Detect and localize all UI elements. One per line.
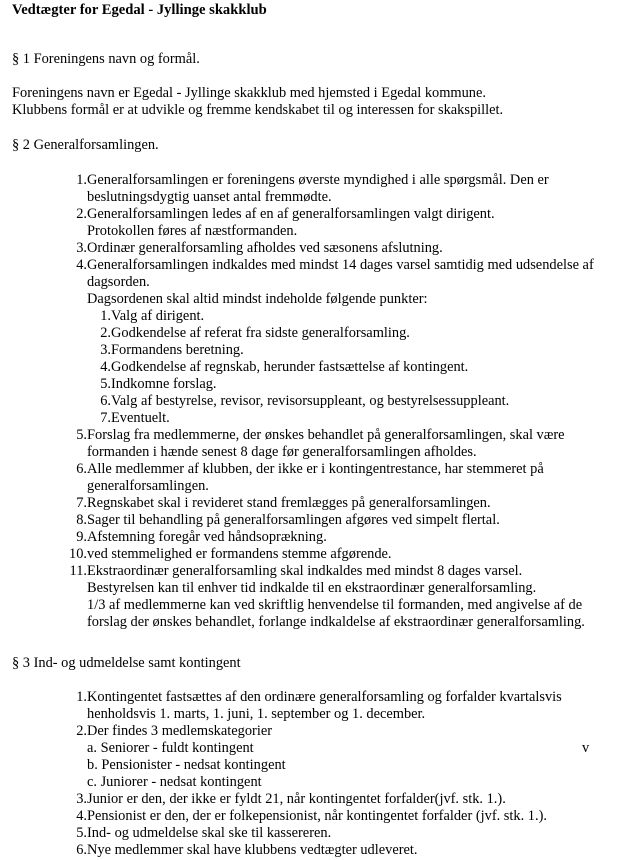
list-item (0, 172, 639, 206)
list-item-line: Alle medlemmer af klubben, der ikke er i kontingentrestance, har stemmeret på (87, 461, 544, 477)
list-item (0, 546, 639, 563)
agenda-item-number: 5. (100, 376, 111, 392)
list-item-line: formanden i hænde senest 8 dage før generalforsamlingen afholdes. (87, 444, 477, 460)
list-item-number: 5. (76, 825, 87, 841)
list-item-line: Dagsordenen skal altid mindst indeholde følgende punkter: (87, 291, 428, 307)
list-item-number: 1. (76, 172, 87, 188)
agenda-item-text: Godkendelse af referat fra sidste generalforsamling. (111, 325, 410, 341)
agenda-item (0, 410, 639, 427)
paragraph-line: Foreningens navn er Egedal - Jyllinge skakklub med hjemsted i Egedal kommune. (12, 85, 486, 101)
category-line: a. Seniorer - fuldt kontingent (87, 740, 254, 756)
list-item-line: ved stemmelighed er formandens stemme afgørende. (87, 546, 392, 562)
list-item-line: Generalforsamlingen er foreningens øverste myndighed i alle spørgsmål. Den er (87, 172, 549, 188)
list-item-number: 11. (69, 563, 87, 579)
list-item-line: 1/3 af medlemmerne kan ved skriftlig henvendelse til formanden, med angivelse af de (87, 597, 583, 613)
list-item-line: Pensionist er den, der er folkepensionist, når kontingentet forfalder (jvf. stk. 1.). (87, 808, 547, 824)
list-item-number: 6. (76, 842, 87, 858)
list-item-line: Ekstraordinær generalforsamling skal indkaldes med mindst 8 dages varsel. (87, 563, 523, 579)
list-item-line: forslag der ønskes behandlet, forlange indkaldelse af ekstraordinær generalforsamling. (87, 614, 585, 630)
list-item-number: 4. (76, 808, 87, 824)
list-item-line: dagsorden. (87, 274, 150, 290)
list-item-line: Afstemning foregår ved håndsoprækning. (87, 529, 327, 545)
list-item (0, 495, 639, 512)
list-item-line: Generalforsamlingen indkaldes med mindst 14 dages varsel samtidig med udsendelse af (87, 257, 594, 273)
list-item-number: 10. (69, 546, 87, 562)
agenda-item-number: 4. (100, 359, 111, 375)
list-item (0, 723, 639, 791)
list-item-number: 7. (76, 495, 87, 511)
list-item (0, 512, 639, 529)
list-item-number: 6. (76, 461, 87, 477)
section-2-heading: § 2 Generalforsamlingen. (12, 137, 159, 153)
list-item-line: Ind- og udmeldelse skal ske til kassereren. (87, 825, 332, 841)
agenda-item (0, 325, 639, 342)
list-item-number: 2. (76, 206, 87, 222)
list-item-line: Ordinær generalforsamling afholdes ved sæsonens afslutning. (87, 240, 443, 256)
marginal-mark: v (582, 740, 590, 756)
agenda-item-text: Eventuelt. (111, 410, 170, 426)
list-item (0, 427, 639, 461)
section-1-heading: § 1 Foreningens navn og formål. (12, 51, 200, 67)
agenda-item-number: 3. (100, 342, 111, 358)
agenda-item-text: Valg af bestyrelse, revisor, revisorsuppleant, og bestyrelsessuppleant. (111, 393, 510, 409)
list-item (0, 689, 639, 723)
agenda-item-text: Indkomne forslag. (111, 376, 217, 392)
list-item-line: Bestyrelsen kan til enhver tid indkalde til en ekstraordinær generalforsamling. (87, 580, 537, 596)
category-line: b. Pensionister - nedsat kontingent (87, 757, 286, 773)
paragraph-line: Klubbens formål er at udvikle og fremme kendskabet til og interessen for skakspillet. (12, 102, 504, 118)
agenda-item (0, 308, 639, 325)
section-2-list (0, 172, 639, 631)
list-item-line: Protokollen føres af næstformanden. (87, 223, 298, 239)
list-item (0, 257, 639, 427)
agenda-item (0, 359, 639, 376)
list-item-line: Kontingentet fastsættes af den ordinære generalforsamling og forfalder kvartalsvis (87, 689, 562, 705)
list-item-number: 5. (76, 427, 87, 443)
list-item-number: 1. (76, 689, 87, 705)
list-item-number: 4. (76, 257, 87, 273)
list-item-line: Der findes 3 medlemskategorier (87, 723, 273, 739)
list-item-line: generalforsamlingen. (87, 478, 209, 494)
section-1-paragraph (12, 85, 503, 119)
agenda-item (0, 393, 639, 410)
list-item-number: 2. (76, 723, 87, 739)
list-item-number: 3. (76, 791, 87, 807)
document-title: Vedtægter for Egedal - Jyllinge skakklub (12, 2, 267, 18)
agenda-item-number: 2. (100, 325, 111, 341)
list-item-line: Regnskabet skal i revideret stand fremlægges på generalforsamlingen. (87, 495, 491, 511)
list-item-line: henholdsvis 1. marts, 1. juni, 1. september og 1. december. (87, 706, 426, 722)
list-item-line: beslutningsdygtig uanset antal fremmødte. (87, 189, 332, 205)
agenda-item (0, 376, 639, 393)
list-item-line: Junior er den, der ikke er fyldt 21, når kontingentet forfalder(jvf. stk. 1.). (87, 791, 506, 807)
section-3-heading: § 3 Ind- og udmeldelse samt kontingent (12, 655, 241, 671)
list-item-number: 8. (76, 512, 87, 528)
list-item (0, 529, 639, 546)
category-line: c. Juniorer - nedsat kontingent (87, 774, 262, 790)
list-item (0, 206, 639, 240)
agenda-item-number: 7. (100, 410, 111, 426)
list-item (0, 240, 639, 257)
section-3-list (0, 689, 639, 859)
list-item (0, 842, 639, 859)
agenda-item-number: 6. (100, 393, 111, 409)
list-item-number: 9. (76, 529, 87, 545)
list-item (0, 563, 639, 631)
agenda-item-number: 1. (100, 308, 111, 324)
agenda-list (0, 308, 639, 427)
agenda-item-text: Formandens beretning. (111, 342, 244, 358)
list-item (0, 791, 639, 808)
list-item-number: 3. (76, 240, 87, 256)
agenda-item-text: Godkendelse af regnskab, herunder fastsættelse af kontingent. (111, 359, 469, 375)
list-item (0, 461, 639, 495)
list-item-line: Nye medlemmer skal have klubbens vedtægter udleveret. (87, 842, 418, 858)
agenda-item (0, 342, 639, 359)
list-item-line: Sager til behandling på generalforsamlingen afgøres ved simpelt flertal. (87, 512, 500, 528)
list-item-line: Forslag fra medlemmerne, der ønskes behandlet på generalforsamlingen, skal være (87, 427, 565, 443)
list-item-line: Generalforsamlingen ledes af en af generalforsamlingen valgt dirigent. (87, 206, 495, 222)
list-item (0, 808, 639, 825)
list-item (0, 825, 639, 842)
agenda-item-text: Valg af dirigent. (111, 308, 205, 324)
